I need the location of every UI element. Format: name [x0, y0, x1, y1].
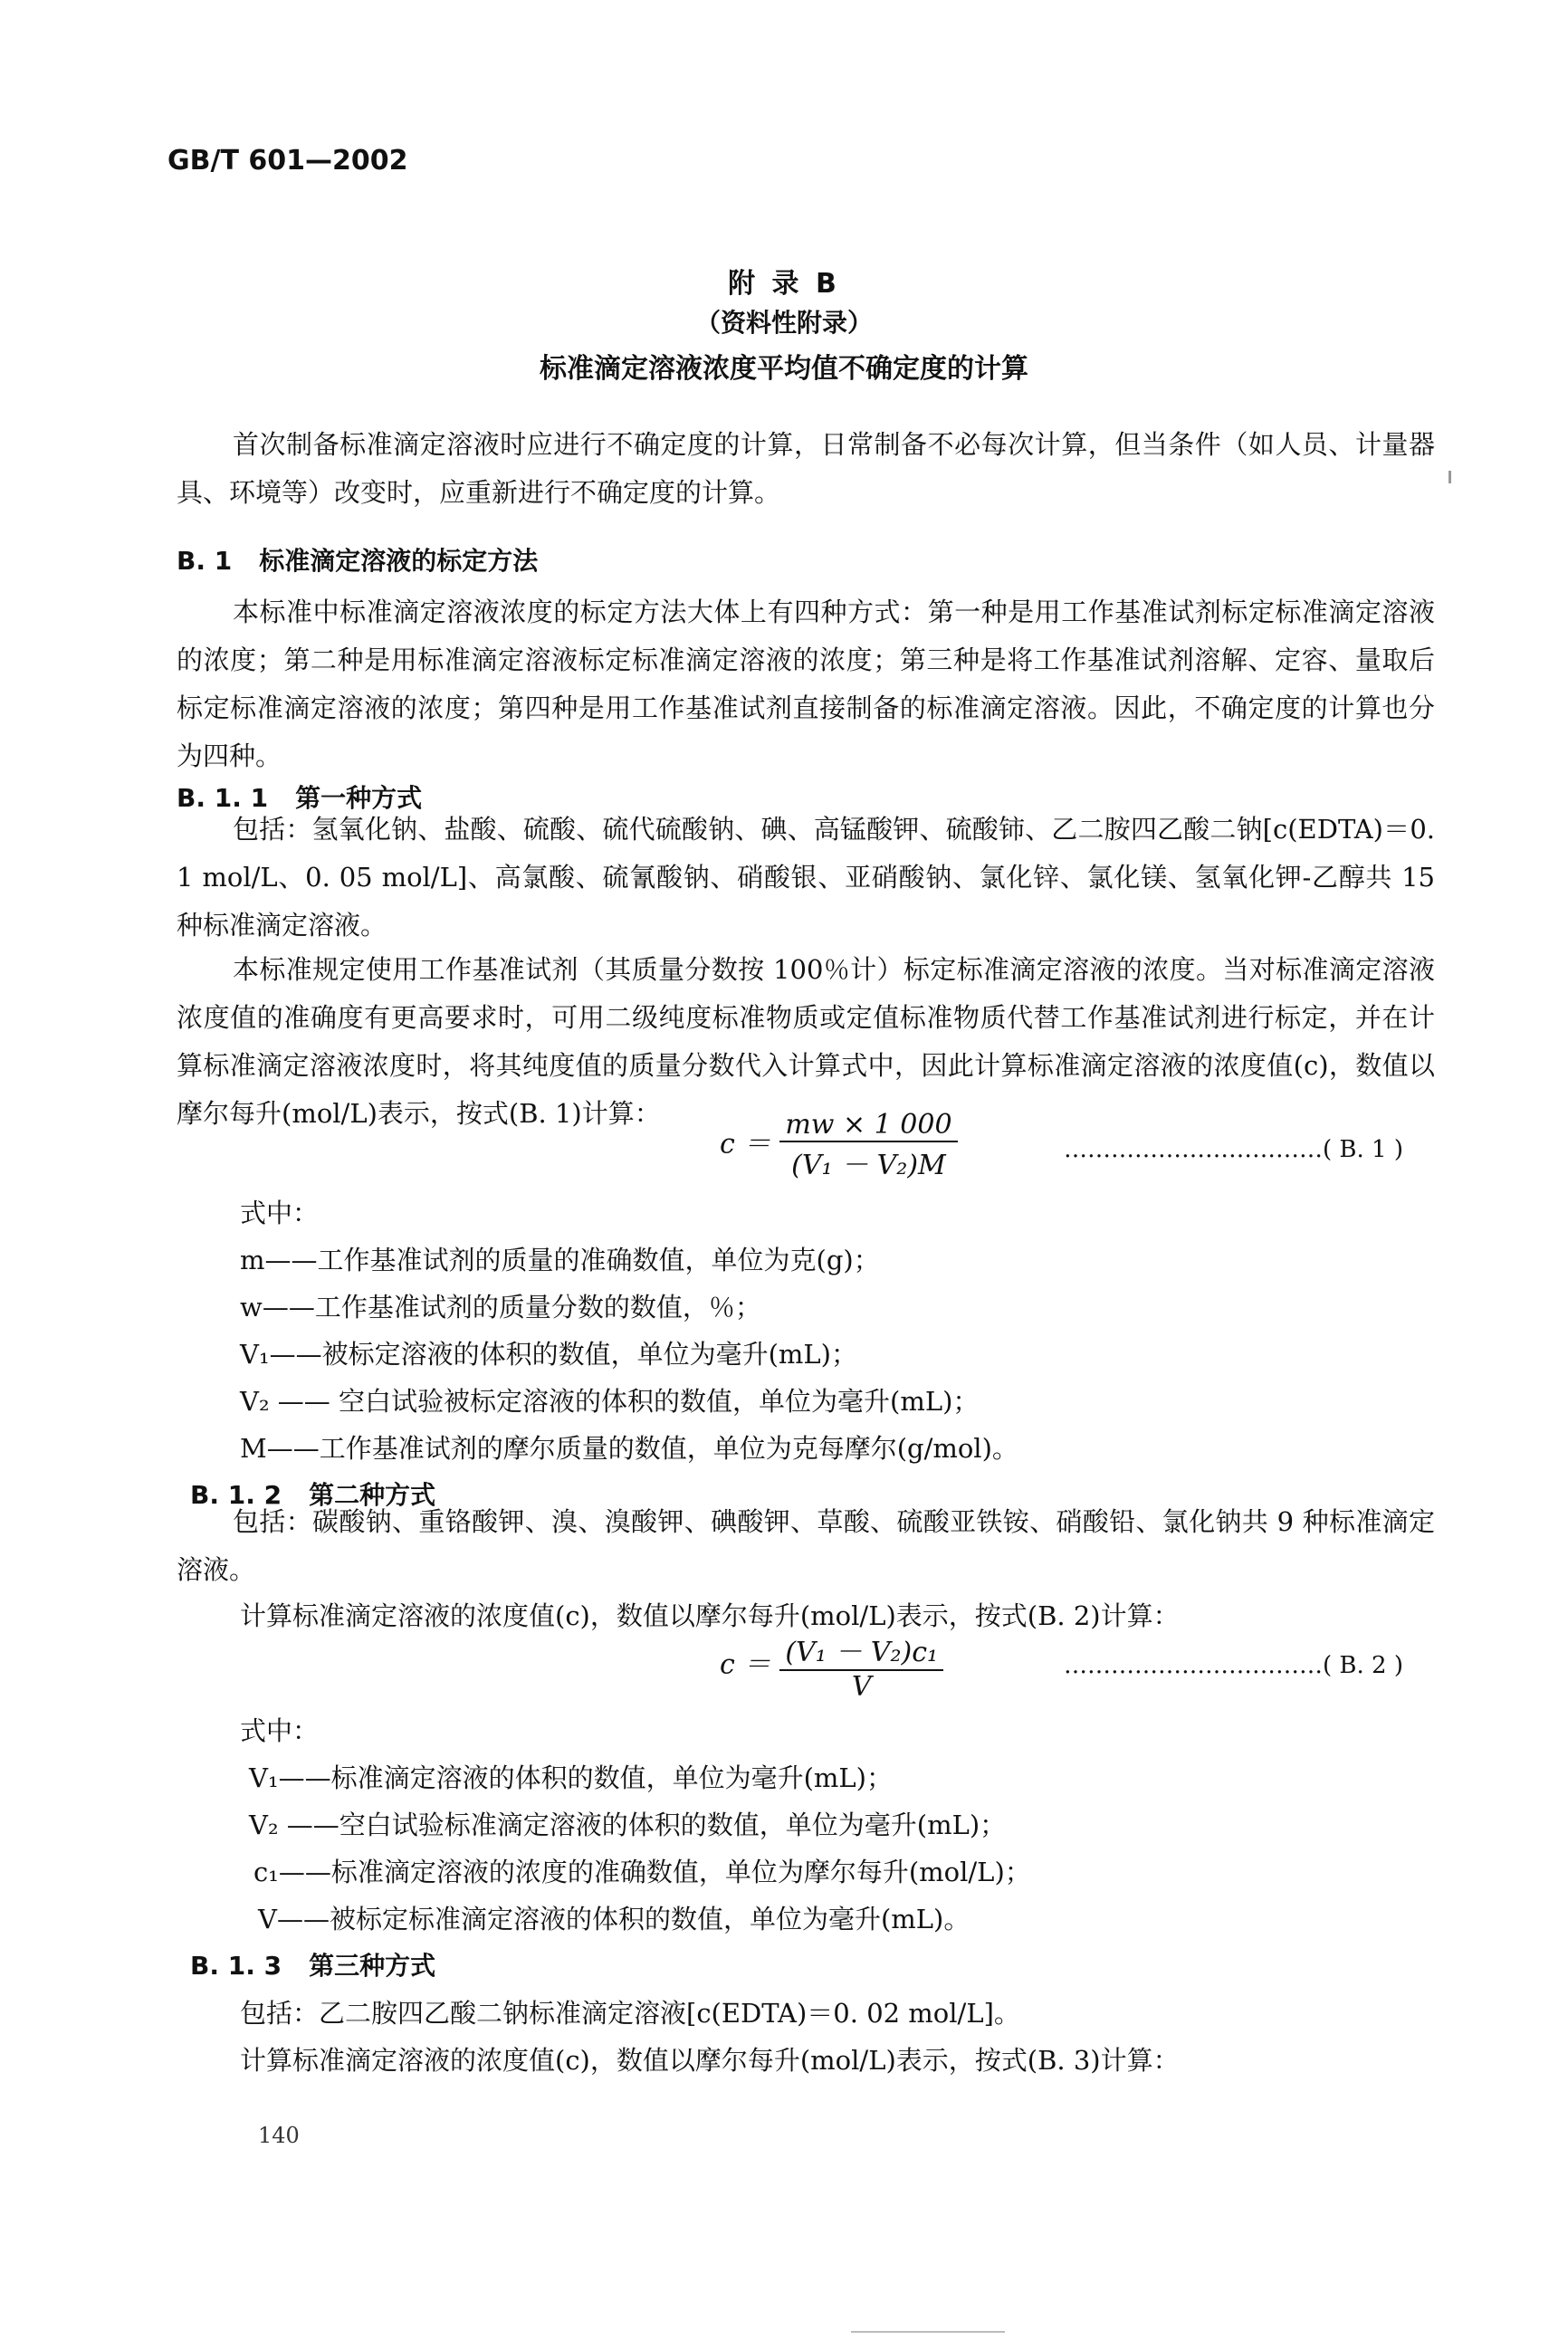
section-b1-text: 本标准中标准滴定溶液浓度的标定方法大体上有四种方式：第一种是用工作基准试剂标定标准滴定溶液的浓度；第二种是用标准滴定溶液标定标准滴定溶液的浓度；第三种是将工作基准试剂溶解、定容、量取后标定标准滴定溶液的浓度；第四种是用工作基准试剂直接制备的标准滴定溶液。因此，不确定度的计算也分为四种。	[177, 597, 1435, 771]
var-v1: V₁——被标定溶液的体积的数值，单位为毫升(mL)；	[240, 1339, 857, 1370]
section-b11-text: 本标准规定使用工作基准试剂（其质量分数按 100％计）标定标准滴定溶液的浓度。当对标准滴定溶液浓度值的准确度有更高要求时，可用二级纯度标准物质或定值标准物质代替工作基准试剂进行标定，并在计算标准滴定溶液浓度时，将其纯度值的质量分数代入计算式中，因此计算标准滴定溶液的浓度值(c)，数值以摩尔每升(mol/L)表示，按式(B. 1)计算：	[177, 954, 1435, 1129]
section-b11-include: 包括：氢氧化钠、盐酸、硫酸、硫代硫酸钠、碘、高锰酸钾、硫酸铈、乙二胺四乙酸二钠[c(EDTA)＝0. 1 mol/L、0. 05 mol/L]、高氯酸、硫氰酸钠、硝酸银、亚硝酸钠、氯化锌、氯化镁、氢氧化钾-乙醇共 15 种标准滴定溶液。	[177, 814, 1435, 941]
var-v: V——被标定标准滴定溶液的体积的数值，单位为毫升(mL)。	[258, 1904, 970, 1934]
scan-mark	[1448, 471, 1451, 483]
formula-lhs: c ＝	[720, 1128, 771, 1160]
where-label: 式中：	[240, 1715, 320, 1746]
formula-b1	[720, 1109, 958, 1182]
page-number: 140	[258, 2123, 300, 2148]
appendix-nature: （资料性附录）	[694, 308, 873, 338]
var-v1: V₁——标准滴定溶液的体积的数值，单位为毫升(mL)；	[249, 1762, 893, 1793]
formula-b2-number: ……………………………( B. 2 )	[1064, 1652, 1403, 1679]
appendix-label: 附 录 B	[728, 268, 840, 300]
scan-mark	[851, 2331, 1005, 2333]
var-m: m——工作基准试剂的质量的准确数值，单位为克(g)；	[240, 1245, 880, 1275]
formula-b1-number: ……………………………( B. 1 )	[1064, 1136, 1403, 1163]
var-c1: c₁——标准滴定溶液的浓度的准确数值，单位为摩尔每升(mol/L)；	[253, 1857, 1031, 1887]
intro-paragraph: 首次制备标准滴定溶液时应进行不确定度的计算，日常制备不必每次计算，但当条件（如人员、计量器具、环境等）改变时，应重新进行不确定度的计算。	[177, 429, 1435, 508]
section-b13-include: 包括：乙二胺四乙酸二钠标准滴定溶液[c(EDTA)＝0. 02 mol/L]。	[240, 1998, 1020, 2029]
section-title: 第二种方式	[309, 1480, 436, 1510]
formula-denominator: (V₁ － V₂)M	[791, 1150, 946, 1181]
var-v2: V₂ —— 空白试验被标定溶液的体积的数值，单位为毫升(mL)；	[240, 1386, 980, 1417]
document-number: GB/T 601—2002	[167, 145, 408, 177]
var-v2: V₂ ——空白试验标准滴定溶液的体积的数值，单位为毫升(mL)；	[249, 1810, 1007, 1840]
where-label: 式中：	[240, 1198, 320, 1228]
section-b1-heading	[177, 541, 538, 578]
section-b13-heading	[190, 1946, 435, 1982]
formula-fraction	[779, 1109, 957, 1182]
formula-lhs: c ＝	[720, 1648, 771, 1681]
appendix-title: 标准滴定溶液浓度平均值不确定度的计算	[540, 353, 1028, 385]
formula-b2	[720, 1629, 943, 1703]
section-title: 第一种方式	[295, 783, 423, 813]
section-number: B. 1. 3	[190, 1951, 282, 1981]
section-title: 标准滴定溶液的标定方法	[259, 546, 539, 576]
formula-fraction	[779, 1629, 943, 1703]
section-b13-text: 计算标准滴定溶液的浓度值(c)，数值以摩尔每升(mol/L)表示，按式(B. 3)计算：	[240, 2045, 1180, 2076]
section-title: 第三种方式	[309, 1951, 436, 1981]
var-molar-mass: M——工作基准试剂的摩尔质量的数值，单位为克每摩尔(g/mol)。	[240, 1433, 1018, 1464]
var-w: w——工作基准试剂的质量分数的数值，％；	[240, 1292, 761, 1323]
formula-denominator: V	[851, 1671, 872, 1703]
section-number: B. 1	[177, 546, 233, 576]
formula-numerator: mw × 1 000	[779, 1109, 957, 1142]
section-b12-text: 计算标准滴定溶液的浓度值(c)，数值以摩尔每升(mol/L)表示，按式(B. 2)计算：	[240, 1600, 1180, 1631]
section-b12-include: 包括：碳酸钠、重铬酸钾、溴、溴酸钾、碘酸钾、草酸、硫酸亚铁铵、硝酸铅、氯化钠共 9 种标准滴定溶液。	[177, 1506, 1435, 1585]
formula-numerator: (V₁ － V₂)c₁	[779, 1629, 943, 1671]
section-number: B. 1. 1	[177, 783, 269, 813]
section-number: B. 1. 2	[190, 1480, 282, 1510]
